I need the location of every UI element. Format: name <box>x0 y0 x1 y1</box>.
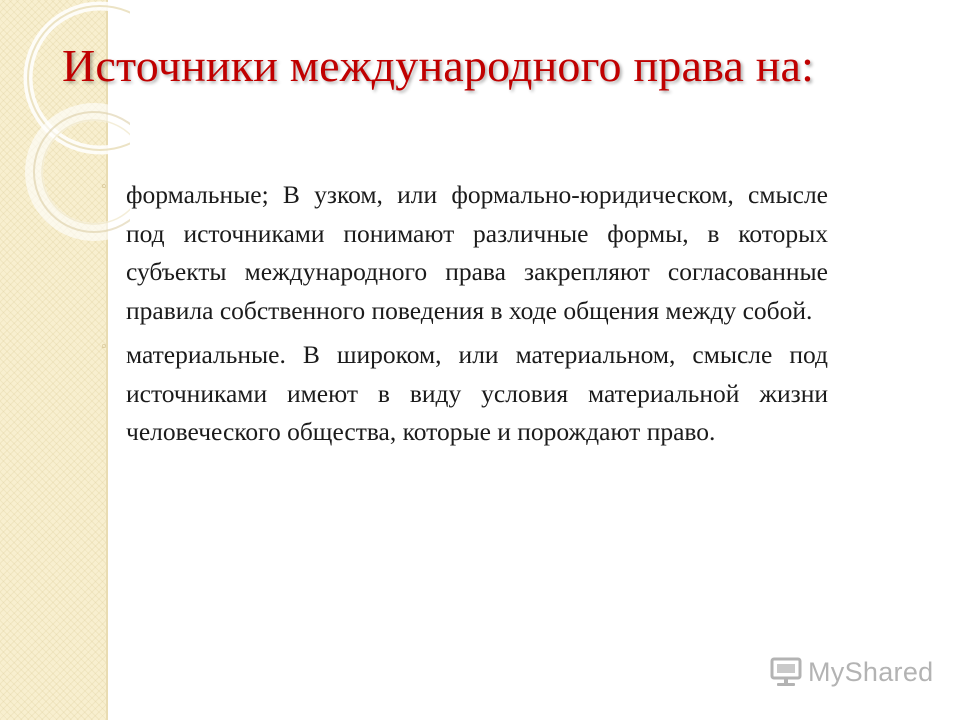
bullet-item-formal <box>100 176 828 330</box>
watermark-text: MyShared <box>808 657 934 687</box>
bullet-list <box>100 176 828 458</box>
bullet-marker-icon: ◦ <box>100 180 108 195</box>
slide-title: Источники международного права на: <box>62 40 815 91</box>
bullet-text-formal: формальные; В узком, или формально-юридическом, смысле под источниками понимают различные формы, в которых субъекты международного права закрепляют согласованные правила собственного поведения в ходе общения между собой. <box>126 180 828 325</box>
bullet-item-material <box>100 336 828 452</box>
bullet-text-material: материальные. В широком, или материальном, смысле под источниками имеют в виду условия материальной жизни человеческого общества, которые и порождают право. <box>126 340 828 446</box>
bullet-marker-icon: ◦ <box>100 340 108 355</box>
myshared-logo-icon <box>768 656 804 688</box>
myshared-watermark <box>768 654 934 694</box>
